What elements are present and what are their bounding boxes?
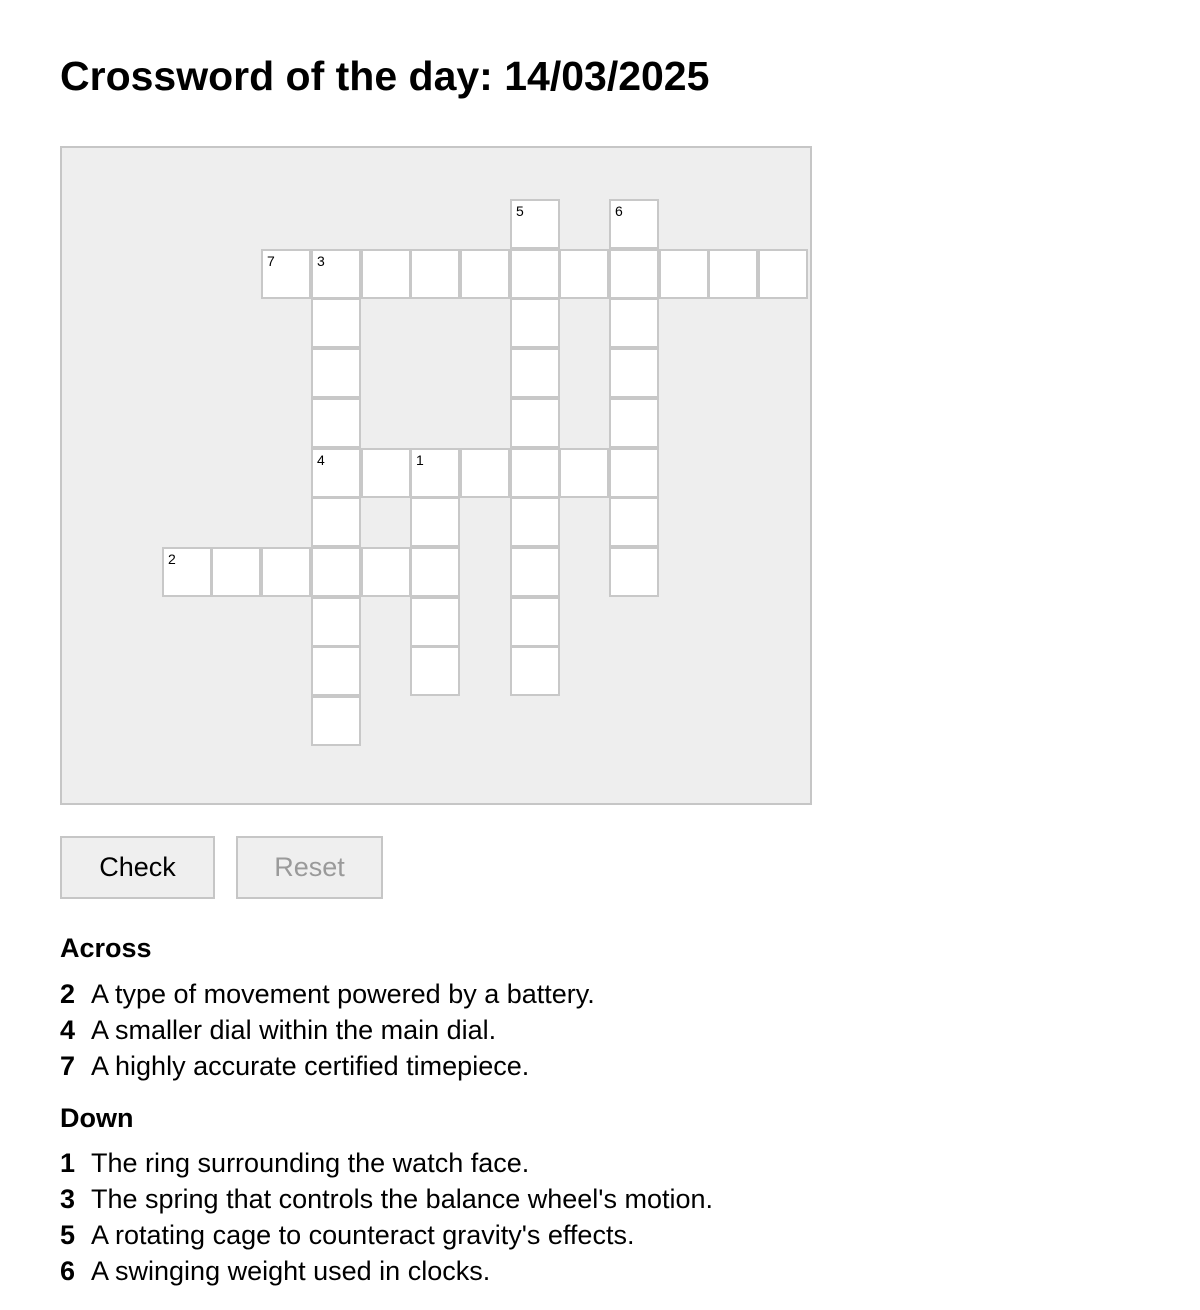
grid-cell[interactable] — [410, 597, 460, 647]
grid-cell[interactable] — [609, 547, 659, 597]
grid-cell[interactable] — [311, 398, 361, 448]
down-clue — [60, 1181, 713, 1217]
grid-cell[interactable] — [211, 547, 261, 597]
grid-cell[interactable] — [361, 547, 411, 597]
grid-cell[interactable] — [311, 646, 361, 696]
grid-cell[interactable] — [510, 199, 560, 249]
grid-cell[interactable] — [410, 249, 460, 299]
clue-number-label: 1 — [416, 452, 424, 468]
across-clue — [60, 1012, 595, 1048]
grid-cell[interactable] — [659, 249, 709, 299]
grid-cell[interactable] — [510, 448, 560, 498]
grid-cell[interactable] — [361, 249, 411, 299]
grid-cell[interactable] — [460, 249, 510, 299]
clue-text: A swinging weight used in clocks. — [91, 1256, 491, 1286]
grid-cell[interactable] — [311, 348, 361, 398]
across-heading: Across — [60, 933, 152, 963]
clue-number-label: 2 — [168, 551, 176, 567]
clue-number: 4 — [60, 1015, 76, 1045]
grid-cell[interactable] — [361, 448, 411, 498]
grid-cell[interactable] — [510, 298, 560, 348]
clue-number-label: 5 — [516, 203, 524, 219]
grid-cell[interactable] — [510, 348, 560, 398]
grid-cell[interactable] — [410, 547, 460, 597]
down-heading: Down — [60, 1103, 134, 1133]
down-clue — [60, 1253, 713, 1289]
across-clue — [60, 1048, 595, 1084]
grid-cell[interactable] — [410, 497, 460, 547]
grid-cell[interactable] — [311, 298, 361, 348]
clue-number: 5 — [60, 1220, 76, 1250]
clue-number: 1 — [60, 1148, 76, 1178]
grid-cell[interactable] — [261, 249, 311, 299]
grid-cell[interactable] — [510, 547, 560, 597]
grid-cell[interactable] — [510, 497, 560, 547]
grid-cell[interactable] — [410, 646, 460, 696]
clue-number-label: 7 — [267, 253, 275, 269]
across-clue — [60, 976, 595, 1012]
grid-cell[interactable] — [460, 448, 510, 498]
grid-cell[interactable] — [410, 448, 460, 498]
crossword-grid — [60, 146, 812, 805]
grid-cell[interactable] — [609, 249, 659, 299]
grid-cell[interactable] — [311, 696, 361, 746]
clue-text: A smaller dial within the main dial. — [91, 1015, 497, 1045]
across-clue-list — [60, 976, 595, 1084]
clue-number: 7 — [60, 1051, 76, 1081]
clue-text: A type of movement powered by a battery. — [91, 979, 595, 1009]
grid-cell[interactable] — [559, 249, 609, 299]
clue-text: The ring surrounding the watch face. — [91, 1148, 530, 1178]
down-clue — [60, 1145, 713, 1181]
grid-cell[interactable] — [510, 597, 560, 647]
grid-cell[interactable] — [311, 547, 361, 597]
grid-cell[interactable] — [609, 448, 659, 498]
down-clue-list — [60, 1145, 713, 1289]
grid-cell[interactable] — [311, 249, 361, 299]
clue-number-label: 4 — [317, 452, 325, 468]
clue-number-label: 6 — [615, 203, 623, 219]
grid-cell[interactable] — [758, 249, 808, 299]
grid-cell[interactable] — [609, 348, 659, 398]
down-clue — [60, 1217, 713, 1253]
clue-number: 6 — [60, 1256, 76, 1286]
grid-cell[interactable] — [609, 398, 659, 448]
grid-cell[interactable] — [559, 448, 609, 498]
clue-text: A rotating cage to counteract gravity's effects. — [91, 1220, 635, 1250]
grid-cell[interactable] — [311, 497, 361, 547]
check-button[interactable]: Check — [60, 836, 215, 899]
clue-text: A highly accurate certified timepiece. — [91, 1051, 530, 1081]
grid-cell[interactable] — [311, 448, 361, 498]
grid-cell[interactable] — [311, 597, 361, 647]
grid-cell[interactable] — [510, 249, 560, 299]
grid-cell[interactable] — [510, 398, 560, 448]
clue-text: The spring that controls the balance wheel's motion. — [91, 1184, 714, 1214]
grid-cell[interactable] — [609, 298, 659, 348]
clue-number: 3 — [60, 1184, 76, 1214]
clue-number: 2 — [60, 979, 76, 1009]
reset-button[interactable]: Reset — [236, 836, 383, 899]
grid-cell[interactable] — [261, 547, 311, 597]
page-title: Crossword of the day: 14/03/2025 — [60, 53, 710, 99]
grid-cell[interactable] — [510, 646, 560, 696]
grid-cell[interactable] — [162, 547, 212, 597]
grid-cell[interactable] — [708, 249, 758, 299]
clue-number-label: 3 — [317, 253, 325, 269]
grid-cell[interactable] — [609, 497, 659, 547]
grid-cell[interactable] — [609, 199, 659, 249]
